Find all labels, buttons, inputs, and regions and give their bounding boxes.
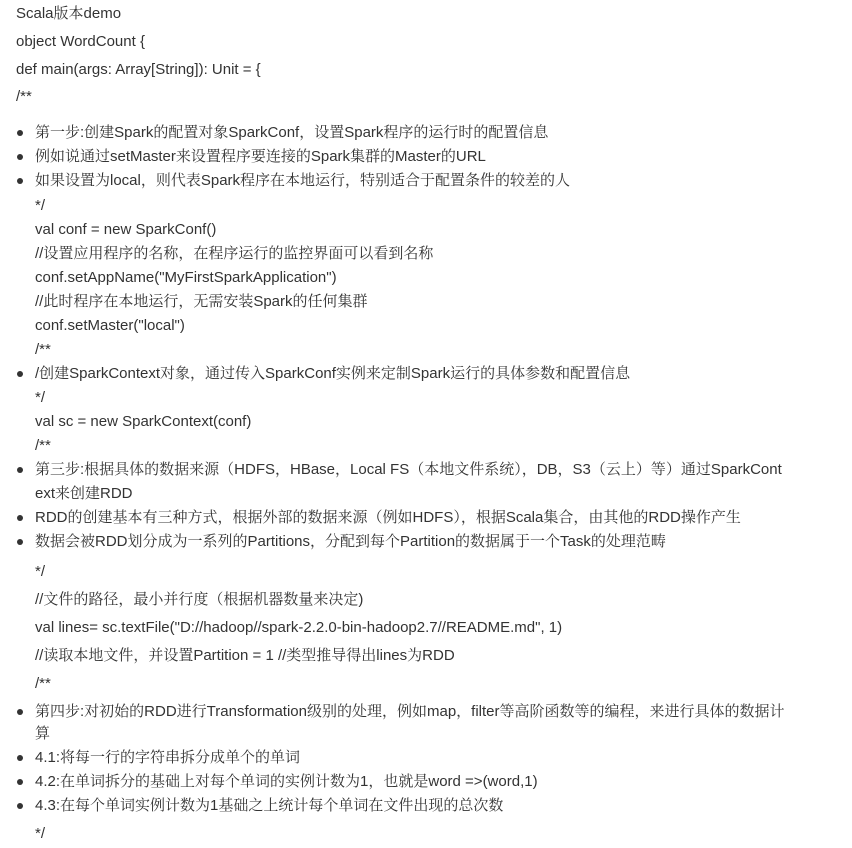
bullet-icon — [17, 130, 23, 136]
bullet-icon — [17, 371, 23, 377]
bullet-icon — [17, 539, 23, 545]
comment-open: /** — [35, 675, 51, 692]
code-line: conf.setMaster("local") — [35, 317, 185, 334]
comment-open: /** — [35, 437, 51, 454]
list-item: 4.1:将每一行的字符串拆分成单个的单词 — [35, 749, 301, 766]
list-item: 数据会被RDD划分成为一系列的Partitions，分配到每个Partition的数据属于一个Task的处理范畴 — [35, 533, 666, 550]
list-item: 第三步:根据具体的数据来源（HDFS，HBase，Local FS（本地文件系统），DB，S3（云上）等）通过SparkCont — [35, 461, 782, 478]
list-item: /创建SparkContext对象，通过传入SparkConf实例来定制Spark运行的具体参数和配置信息 — [35, 365, 631, 382]
bullet-icon — [17, 178, 23, 184]
code-line: val lines= sc.textFile("D://hadoop//spark-2.2.0-bin-hadoop2.7//README.md", 1) — [35, 619, 563, 636]
list-item: 4.2:在单词拆分的基础上对每个单词的实例计数为1，也就是word =>(word,1) — [35, 773, 538, 790]
list-item-continuation: ext来创建RDD — [35, 485, 133, 502]
code-line: def main(args: Array[String]): Unit = { — [16, 61, 261, 78]
bullet-icon — [17, 803, 23, 809]
bullet-icon — [17, 755, 23, 761]
code-line: val sc = new SparkContext(conf) — [35, 413, 252, 430]
code-comment: //此时程序在本地运行，无需安装Spark的任何集群 — [35, 293, 368, 310]
code-line: val conf = new SparkConf() — [35, 221, 217, 238]
bullet-icon — [17, 154, 23, 160]
code-line: conf.setAppName("MyFirstSparkApplication") — [35, 269, 337, 286]
list-item: 第一步:创建Spark的配置对象SparkConf，设置Spark程序的运行时的配置信息 — [35, 124, 549, 141]
code-comment: //读取本地文件，并设置Partition = 1 //类型推导得出lines为RDD — [35, 647, 455, 664]
comment-open: /** — [16, 88, 32, 105]
comment-close: */ — [35, 197, 46, 214]
list-item: 4.3:在每个单词实例计数为1基础之上统计每个单词在文件出现的总次数 — [35, 797, 504, 814]
list-item: RDD的创建基本有三种方式，根据外部的数据来源（例如HDFS），根据Scala集合，由其他的RDD操作产生 — [35, 509, 741, 526]
code-line: object WordCount { — [16, 33, 145, 50]
comment-close: */ — [35, 563, 46, 580]
bullet-icon — [17, 709, 23, 715]
bullet-icon — [17, 779, 23, 785]
code-comment: //文件的路径，最小并行度（根据机器数量来决定) — [35, 591, 364, 608]
bullet-icon — [17, 515, 23, 521]
bullet-icon — [17, 467, 23, 473]
comment-close: */ — [35, 825, 46, 842]
code-comment: //设置应用程序的名称，在程序运行的监控界面可以看到名称 — [35, 245, 434, 262]
list-item-continuation: 算 — [35, 725, 51, 742]
list-item: 例如说通过setMaster来设置程序要连接的Spark集群的Master的URL — [35, 148, 486, 165]
comment-open: /** — [35, 341, 51, 358]
list-item: 第四步:对初始的RDD进行Transformation级别的处理，例如map，filter等高阶函数等的编程，来进行具体的数据计 — [35, 703, 785, 720]
comment-close: */ — [35, 389, 46, 406]
list-item: 如果设置为local，则代表Spark程序在本地运行，特别适合于配置条件的较差的人 — [35, 172, 571, 189]
doc-title: Scala版本demo — [16, 5, 122, 22]
